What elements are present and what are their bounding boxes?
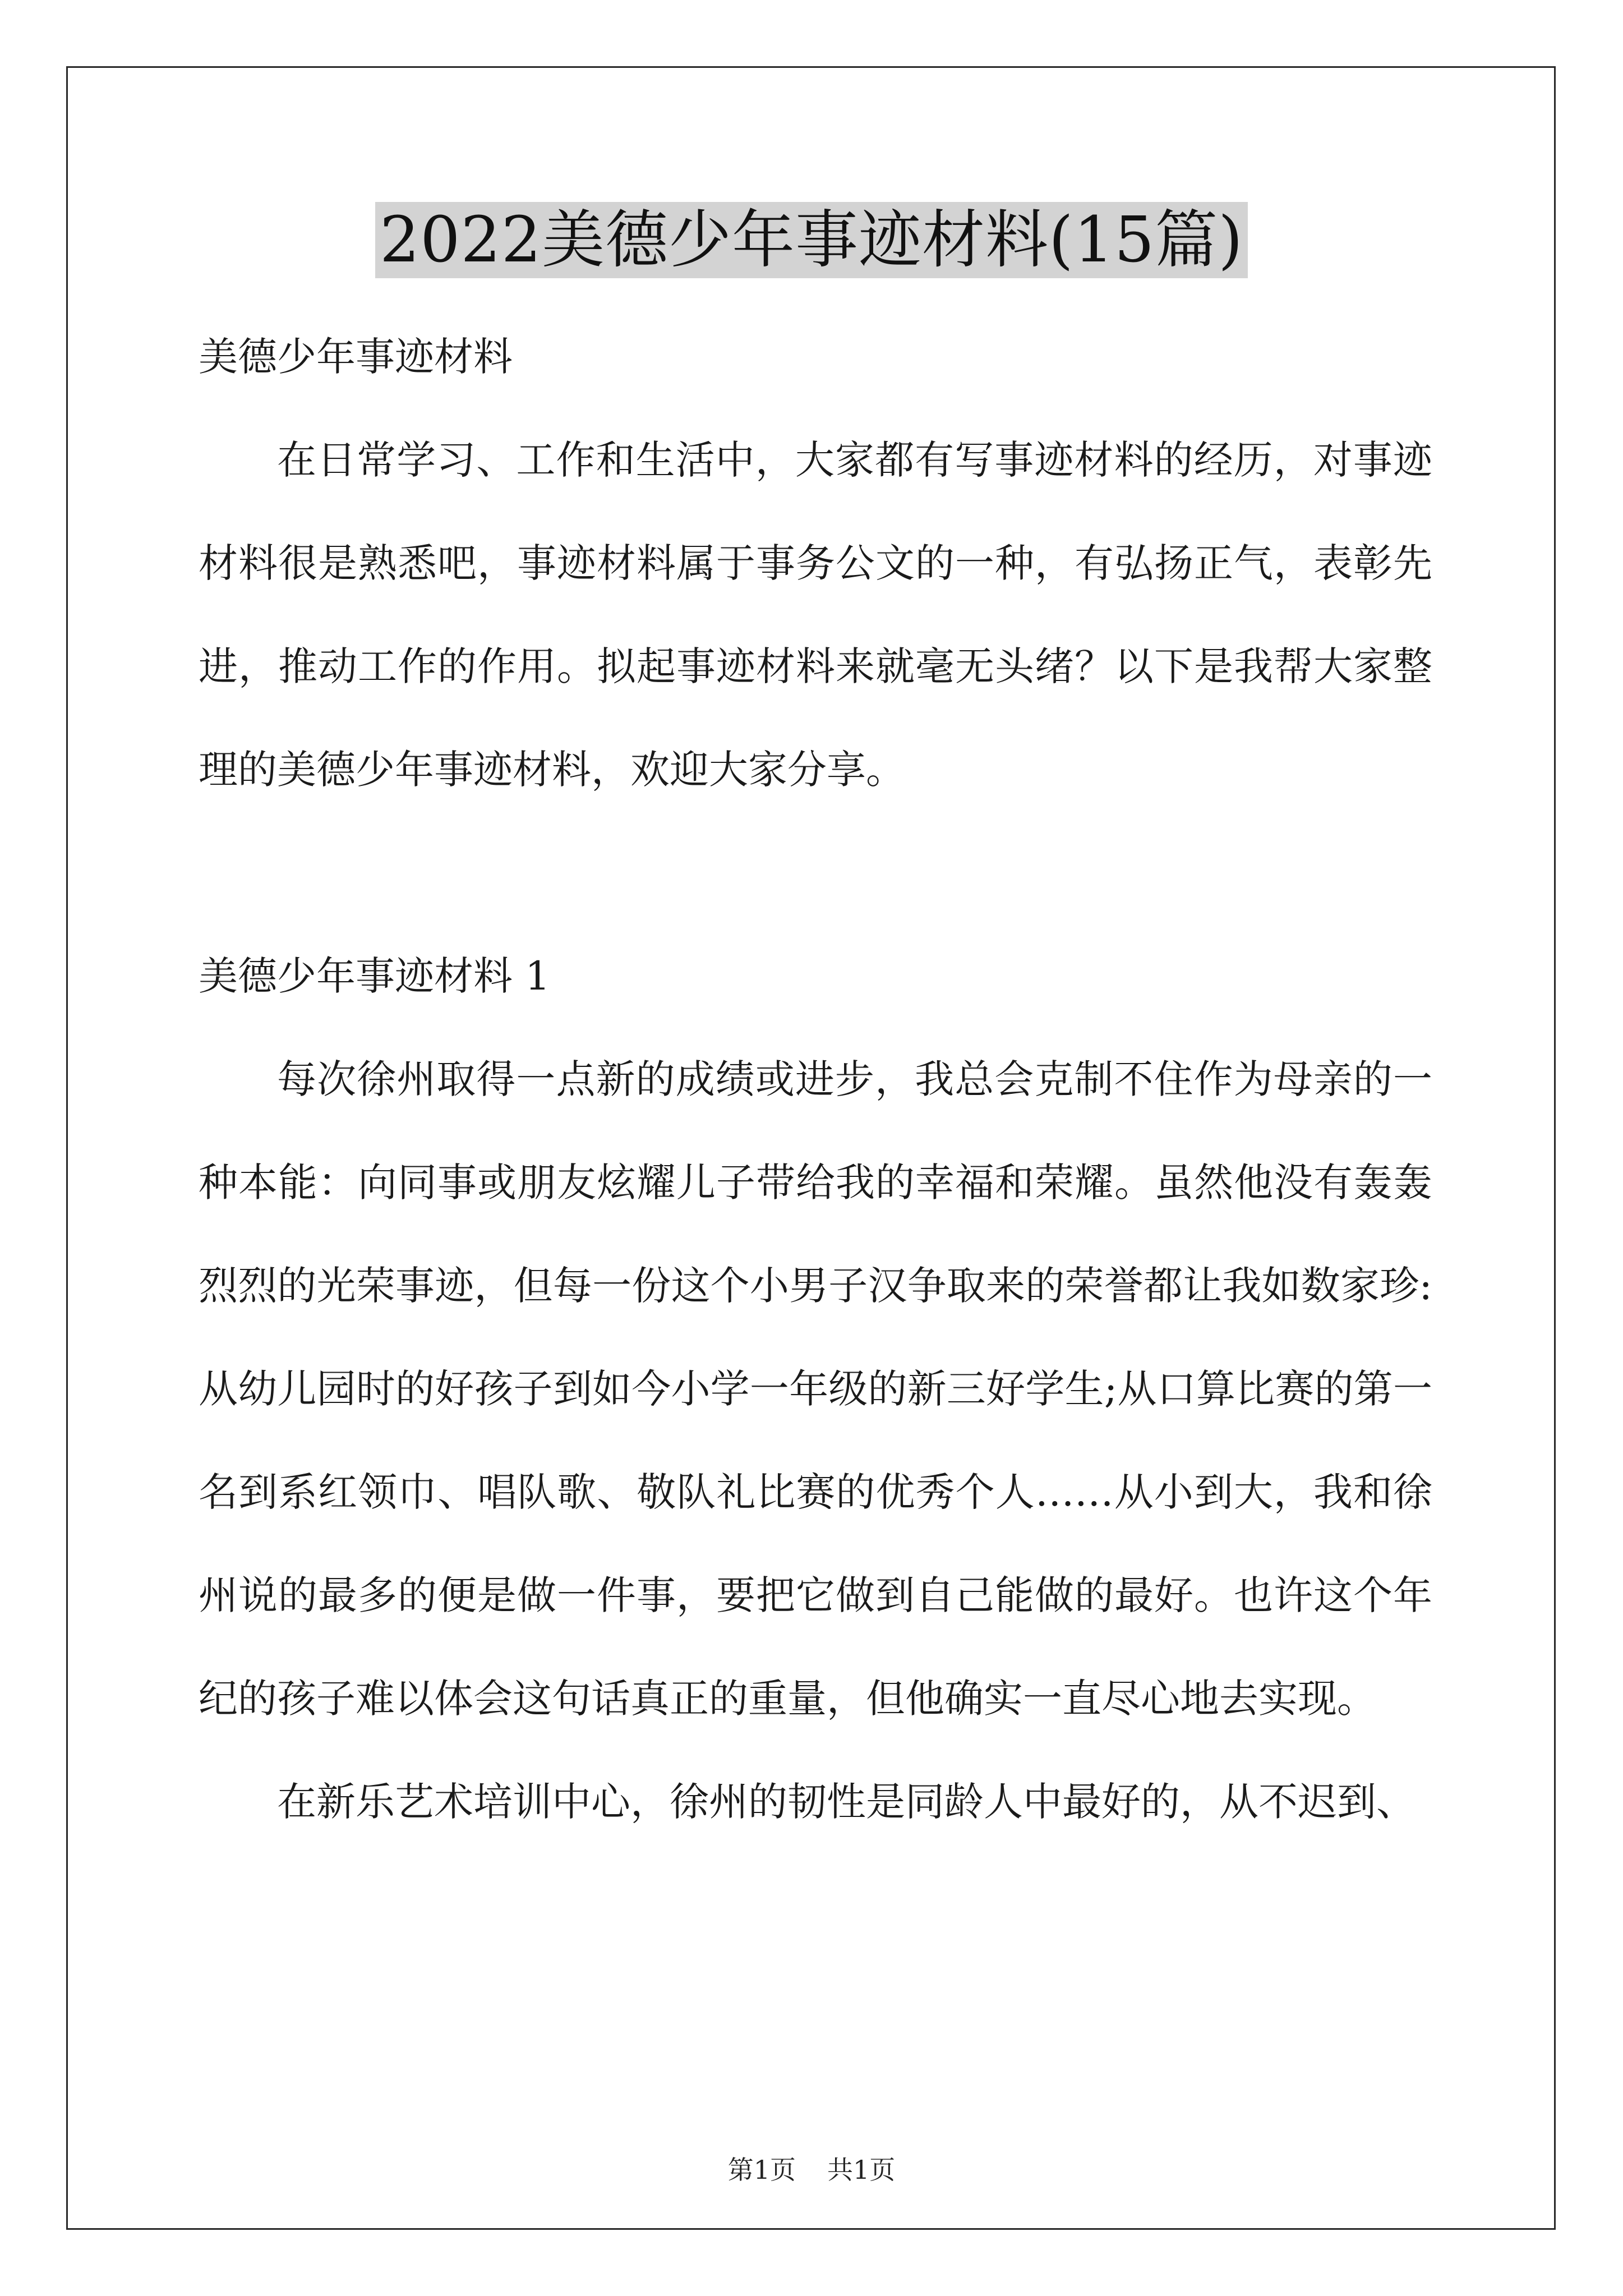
page-total: 共1页 <box>827 2155 896 2185</box>
page-footer <box>0 2154 1623 2185</box>
section-spacer <box>199 821 1432 924</box>
paragraph-2: 在新乐艺术培训中心，徐州的韧性是同龄人中最好的，从不迟到、 <box>277 1779 1415 1825</box>
document-title: 2022美德少年事迹材料(15篇) <box>375 202 1248 278</box>
paragraph-1: 每次徐州取得一点新的成绩或进步，我总会克制不住作为母亲的一种本能：向同事或朋友炫耀儿子带给我的幸福和荣耀。虽然他没有轰轰烈烈的光荣事迹，但每一份这个小男子汉争取来的荣誉都让我如数家珍: 从幼儿园时的好孩子到如今小学一年级的新三好学生;从口算比赛的第一名到系红领巾、唱队歌、敬队礼比赛的优秀个人……从小到大，我和徐州说的最多的便是做一件事，要把它做到自己能做的最好。也许这个年纪的孩子难以体会这句话真正的重量，但他确实一直尽心地去实现。 <box>199 1056 1432 1722</box>
document-body <box>199 305 1432 1853</box>
page-number: 第1页 <box>727 2155 796 2185</box>
title-container <box>0 202 1623 278</box>
section-heading-intro: 美德少年事迹材料 <box>199 334 513 380</box>
section-heading-1: 美德少年事迹材料 1 <box>199 953 550 999</box>
paragraph-intro: 在日常学习、工作和生活中，大家都有写事迹材料的经历，对事迹材料很是熟悉吧，事迹材料属于事务公文的一种，有弘扬正气，表彰先进，推动工作的作用。拟起事迹材料来就毫无头绪？以下是我帮大家整理的美德少年事迹材料，欢迎大家分享。 <box>199 437 1432 793</box>
